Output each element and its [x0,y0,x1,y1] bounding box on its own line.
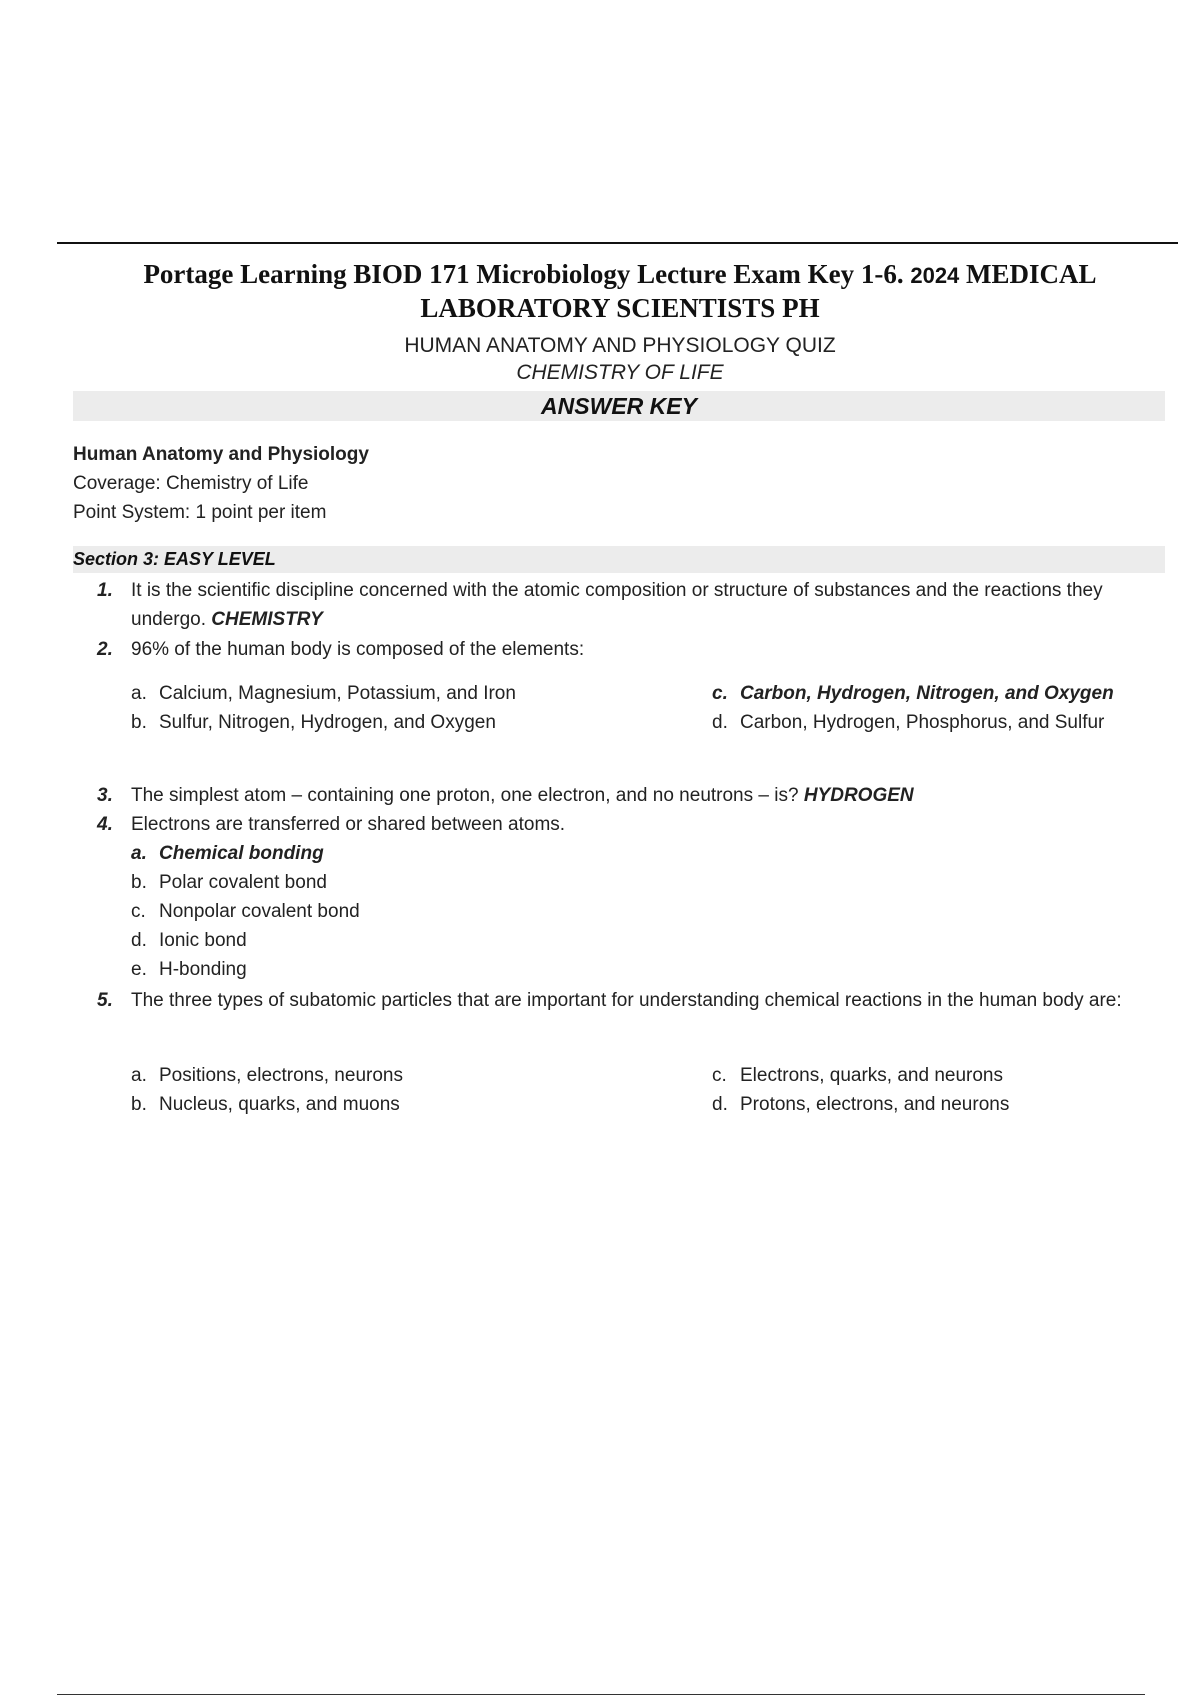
option-text: Carbon, Hydrogen, Nitrogen, and Oxygen [740,683,1114,704]
option-text: Ionic bond [159,930,247,951]
title-part1: Portage Learning BIOD 171 Microbiology Lecture Exam Key 1-6. [143,259,904,289]
option-text: Positions, electrons, neurons [159,1065,403,1086]
option-letter: b. [131,712,147,733]
top-rule [57,242,1178,244]
coverage-line: Coverage: Chemistry of Life [73,473,309,494]
question-text: The simplest atom – containing one proton, one electron, and no neutrons – is? [131,785,799,806]
course-info [73,440,369,527]
option-letter: d. [131,930,147,951]
points-line: Point System: 1 point per item [73,502,327,523]
option-2d [712,708,1104,737]
title-year: 2024 [910,263,960,288]
question-1 [97,576,1172,634]
question-number: 4. [97,814,113,835]
option-5a [131,1061,403,1090]
option-5b [131,1090,400,1119]
option-2b [131,708,496,737]
option-letter: a. [131,843,147,864]
question-text: 96% of the human body is composed of the elements: [131,639,585,660]
question-4 [97,810,1172,839]
question-answer: CHEMISTRY [211,609,323,630]
question-text: It is the scientific discipline concerned with the atomic composition or structure of substances and the reactions they undergo. [131,580,1103,630]
course-heading: Human Anatomy and Physiology [73,444,369,465]
option-2a [131,679,516,708]
option-text: Polar covalent bond [159,872,327,893]
option-text: Calcium, Magnesium, Potassium, and Iron [159,683,516,704]
option-letter: c. [131,901,146,922]
option-4e [131,955,247,984]
title-line2: LABORATORY SCIENTISTS PH [420,293,820,323]
option-5d [712,1090,1009,1119]
document-title [100,258,1140,325]
option-text: Nonpolar covalent bond [159,901,360,922]
question-number: 1. [97,580,113,601]
option-letter: d. [712,1094,728,1115]
option-letter: a. [131,683,147,704]
option-letter: a. [131,1065,147,1086]
option-text: H-bonding [159,959,247,980]
option-2c-correct [712,679,1114,708]
option-5c [712,1061,1003,1090]
option-text: Nucleus, quarks, and muons [159,1094,400,1115]
option-letter: b. [131,872,147,893]
option-text: Carbon, Hydrogen, Phosphorus, and Sulfur [740,712,1105,733]
bottom-rule [57,1694,1145,1695]
quiz-subtitle: HUMAN ANATOMY AND PHYSIOLOGY QUIZ [404,334,836,357]
question-stem [131,781,1172,810]
question-3 [97,781,1172,810]
option-4c [131,897,360,926]
question-number: 3. [97,785,113,806]
answer-key-banner: ANSWER KEY [73,391,1165,421]
question-answer: HYDROGEN [803,785,914,806]
option-text: Sulfur, Nitrogen, Hydrogen, and Oxygen [159,712,496,733]
question-2 [97,635,1172,664]
question-number: 5. [97,990,113,1011]
option-4a-correct [131,839,324,868]
question-stem [131,576,1172,634]
question-number: 2. [97,639,113,660]
question-5 [97,986,1172,1015]
question-text: The three types of subatomic particles that are important for understanding chemical reactions in the human body are: [131,990,1122,1011]
option-text: Electrons, quarks, and neurons [740,1065,1003,1086]
option-letter: b. [131,1094,147,1115]
option-letter: c. [712,683,728,704]
topic-subtitle: CHEMISTRY OF LIFE [516,361,724,384]
option-letter: e. [131,959,147,980]
title-part2: MEDICAL [966,259,1097,289]
option-4d [131,926,247,955]
option-text: Protons, electrons, and neurons [740,1094,1010,1115]
section-header: Section 3: EASY LEVEL [73,546,1165,573]
question-text: Electrons are transferred or shared between atoms. [131,814,566,835]
option-letter: d. [712,712,728,733]
option-letter: c. [712,1065,727,1086]
option-text: Chemical bonding [159,843,324,864]
option-4b [131,868,327,897]
